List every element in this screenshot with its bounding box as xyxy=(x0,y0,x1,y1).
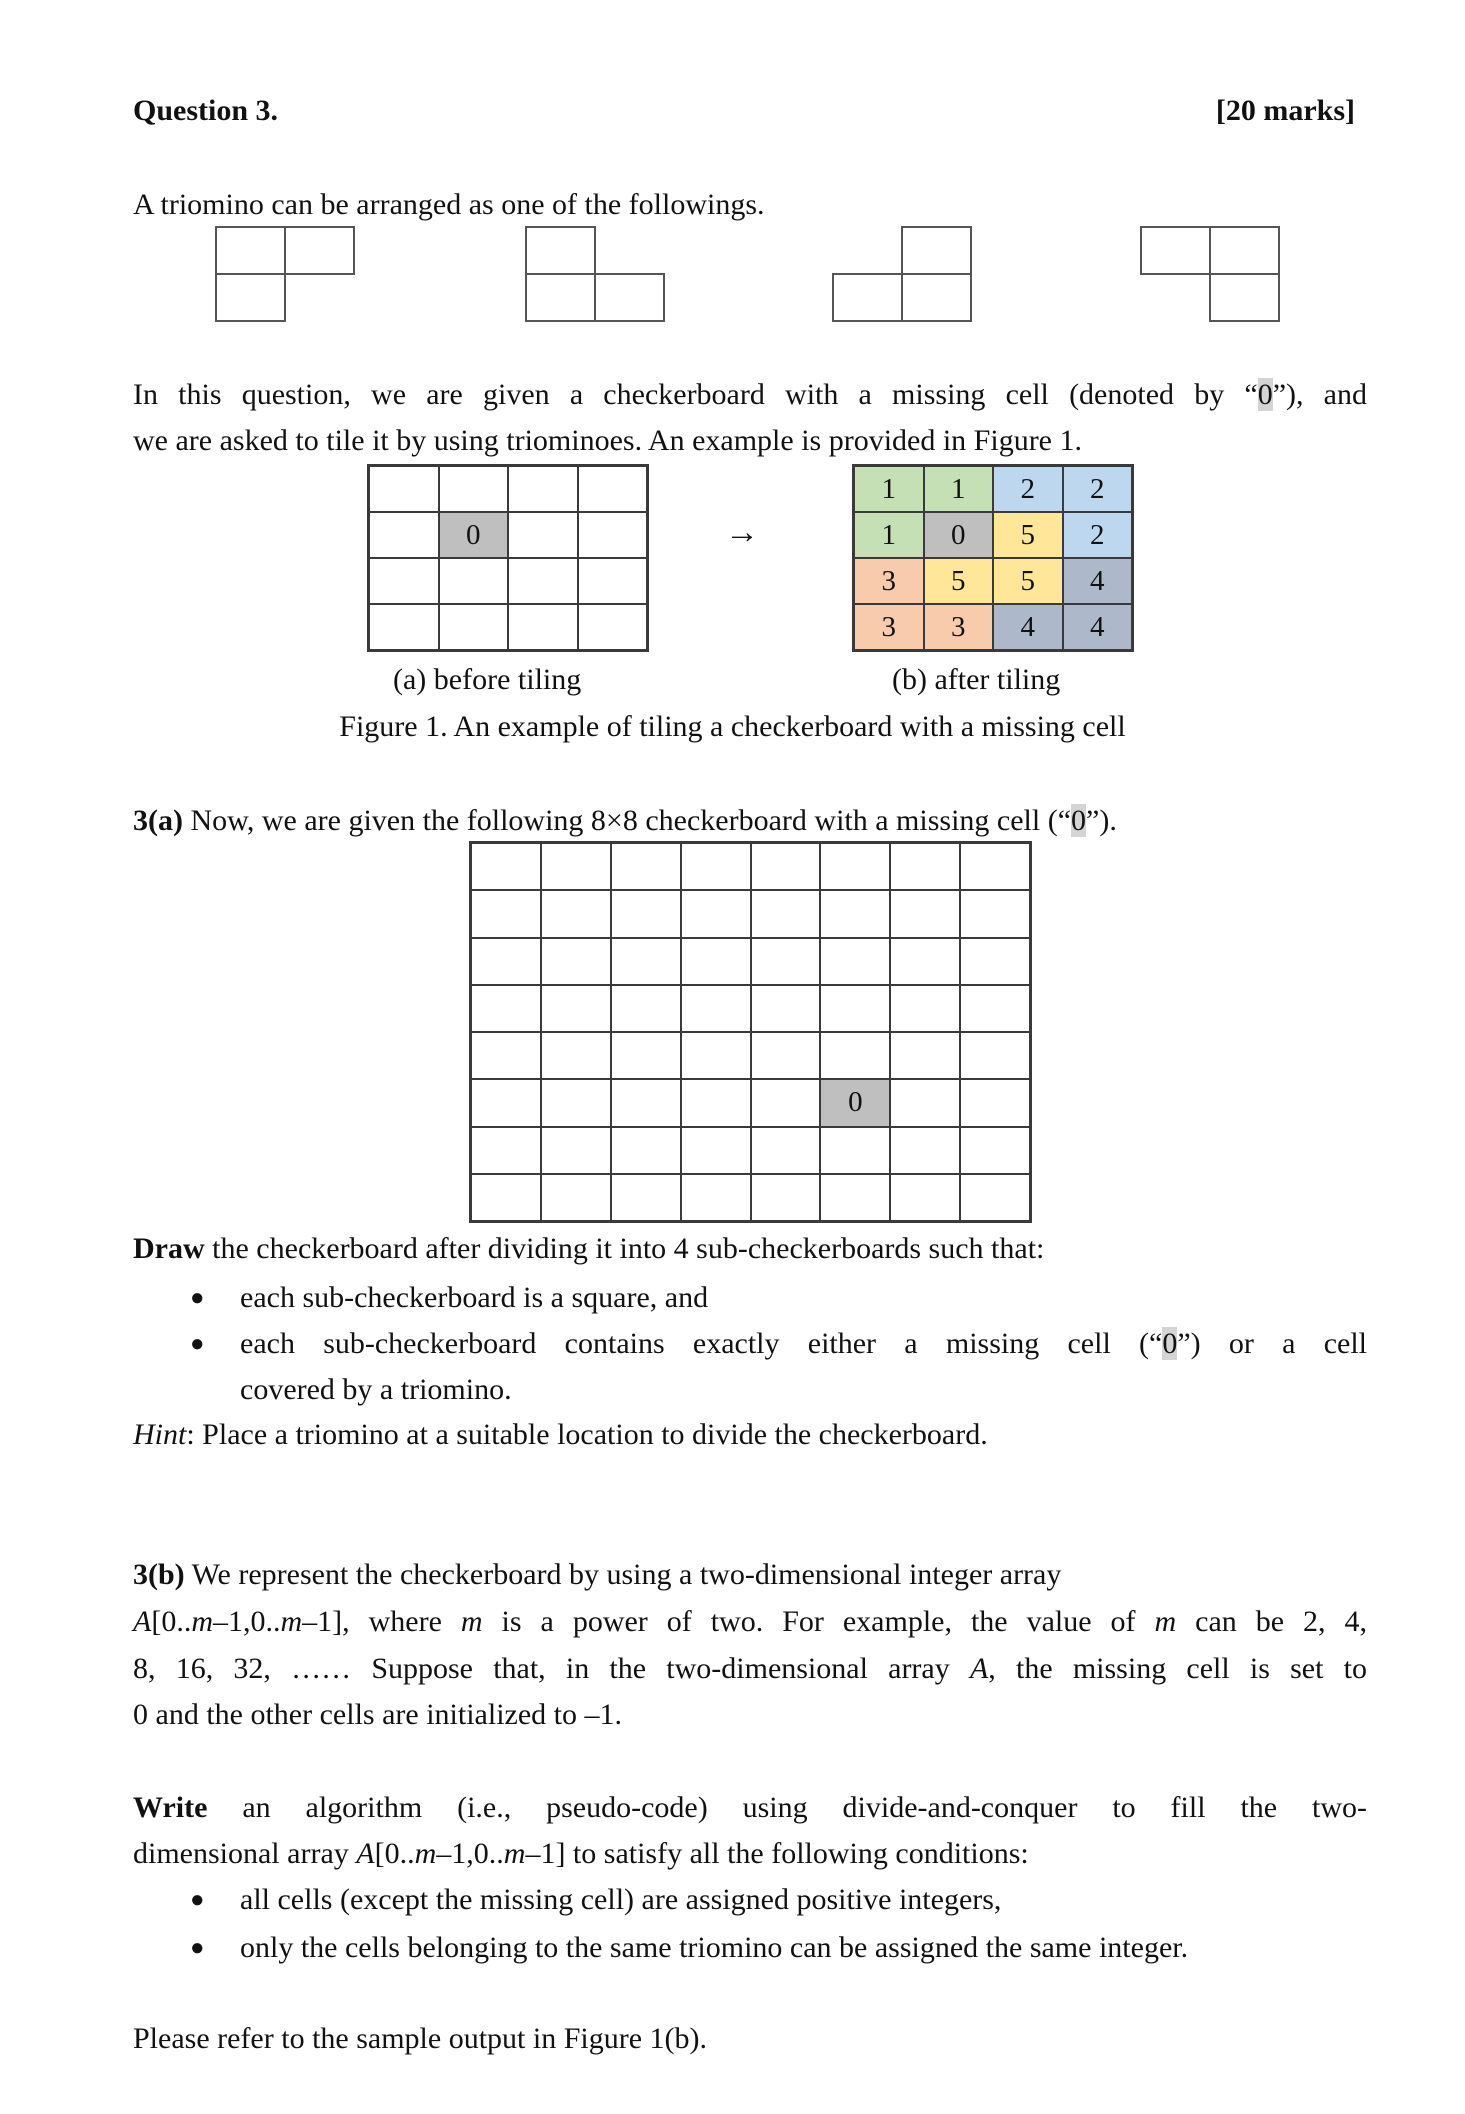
board-cell xyxy=(960,938,1030,985)
part-b-line: 8, 16, 32, …… Suppose that, in the two-dimensional array A, the missing cell is set to xyxy=(133,1652,1367,1685)
board-cell xyxy=(820,938,890,985)
board-cell xyxy=(578,558,648,604)
board-cell xyxy=(751,1079,821,1126)
figure-caption: Figure 1. An example of tiling a checkerboard with a missing cell xyxy=(339,710,1126,743)
write-instruction: Write an algorithm (i.e., pseudo-code) using divide-and-conquer to fill the two- xyxy=(133,1791,1367,1824)
board-cell xyxy=(471,890,541,937)
board-cell xyxy=(471,1079,541,1126)
board-cell xyxy=(611,1079,681,1126)
board-cell: 4 xyxy=(1063,558,1133,604)
board-cell xyxy=(439,604,509,650)
board-cell xyxy=(611,1174,681,1221)
board-cell xyxy=(471,938,541,985)
board-cell: 2 xyxy=(1063,512,1133,558)
board-cell xyxy=(508,558,578,604)
board-cell: 5 xyxy=(993,558,1063,604)
board-cell xyxy=(890,1127,960,1174)
board-cell xyxy=(681,890,751,937)
part-b-line: A[0..m–1,0..m–1], where m is a power of two. For example, the value of m can be 2, 4, xyxy=(133,1605,1367,1638)
paragraph-line: we are asked to tile it by using triominoes. An example is provided in Figure 1. xyxy=(133,424,1082,457)
board-cell xyxy=(471,843,541,890)
board-cell xyxy=(751,1127,821,1174)
draw-instruction: Draw the checkerboard after dividing it into 4 sub-checkerboards such that: xyxy=(133,1232,1045,1265)
board-cell xyxy=(508,604,578,650)
board-cell: 2 xyxy=(993,466,1063,512)
board-cell xyxy=(439,558,509,604)
board-cell xyxy=(611,843,681,890)
board-cell: 1 xyxy=(854,512,924,558)
board-cell xyxy=(611,1032,681,1079)
board-cell xyxy=(508,512,578,558)
board-cell xyxy=(471,985,541,1032)
bullet-text: each sub-checkerboard is a square, and xyxy=(240,1281,709,1314)
bullet-icon: ● xyxy=(190,1285,205,1311)
board-cell xyxy=(960,1079,1030,1126)
intro-text: A triomino can be arranged as one of the followings. xyxy=(133,188,765,221)
board-cell xyxy=(960,890,1030,937)
board-cell xyxy=(541,938,611,985)
board-cell xyxy=(541,843,611,890)
board-cell xyxy=(681,1079,751,1126)
paragraph-line: In this question, we are given a checkerboard with a missing cell (denoted by “0”), and xyxy=(133,378,1368,411)
bullet-text: all cells (except the missing cell) are assigned positive integers, xyxy=(240,1883,1002,1916)
board-cell xyxy=(541,1032,611,1079)
missing-cell: 0 xyxy=(924,512,994,558)
board-cell: 2 xyxy=(1063,466,1133,512)
board-cell xyxy=(578,512,648,558)
board-cell: 5 xyxy=(924,558,994,604)
board-cell xyxy=(890,1174,960,1221)
board-cell xyxy=(820,890,890,937)
board-cell xyxy=(820,1127,890,1174)
board-cell xyxy=(541,1127,611,1174)
question-title: Question 3. xyxy=(133,94,279,127)
board-cell xyxy=(369,466,439,512)
board-cell xyxy=(960,1127,1030,1174)
board-cell xyxy=(369,604,439,650)
caption-a: (a) before tiling xyxy=(393,663,582,696)
board-cell xyxy=(890,890,960,937)
board-cell xyxy=(751,938,821,985)
bullet-text-continued: covered by a triomino. xyxy=(240,1373,512,1406)
board-cell: 1 xyxy=(924,466,994,512)
hint: Hint: Place a triomino at a suitable location to divide the checkerboard. xyxy=(133,1418,988,1451)
board-cell xyxy=(890,1079,960,1126)
board-cell xyxy=(578,604,648,650)
board-cell xyxy=(681,985,751,1032)
board-cell xyxy=(508,466,578,512)
board-cell xyxy=(960,985,1030,1032)
bullet-text: only the cells belonging to the same triomino can be assigned the same integer. xyxy=(240,1931,1189,1964)
board-8x8 xyxy=(469,841,1032,1223)
board-cell xyxy=(820,1032,890,1079)
arrow-icon: → xyxy=(725,514,759,551)
board-cell xyxy=(960,843,1030,890)
board-cell xyxy=(541,985,611,1032)
board-cell xyxy=(890,1032,960,1079)
missing-cell-highlight: 0 xyxy=(1257,378,1273,411)
board-cell xyxy=(611,985,681,1032)
board-cell xyxy=(960,1032,1030,1079)
board-cell xyxy=(681,1174,751,1221)
board-cell: 4 xyxy=(993,604,1063,650)
board-cell xyxy=(471,1032,541,1079)
board-cell: 3 xyxy=(854,558,924,604)
missing-cell: 0 xyxy=(439,512,509,558)
board-cell xyxy=(611,1127,681,1174)
part-b-line: 3(b) We represent the checkerboard by using a two-dimensional integer array xyxy=(133,1558,1062,1591)
board-cell xyxy=(541,890,611,937)
board-cell xyxy=(820,843,890,890)
board-cell xyxy=(890,938,960,985)
board-before-tiling xyxy=(367,464,649,652)
board-cell xyxy=(890,985,960,1032)
bullet-text: each sub-checkerboard contains exactly either a missing cell (“0”) or a cell xyxy=(240,1327,1367,1360)
board-cell xyxy=(578,466,648,512)
board-cell: 5 xyxy=(993,512,1063,558)
board-cell xyxy=(369,512,439,558)
caption-b: (b) after tiling xyxy=(892,663,1061,696)
board-cell xyxy=(681,1032,751,1079)
board-cell xyxy=(541,1079,611,1126)
refer-text: Please refer to the sample output in Figure 1(b). xyxy=(133,2022,708,2055)
missing-cell: 0 xyxy=(820,1079,890,1126)
board-cell xyxy=(751,843,821,890)
board-cell xyxy=(751,985,821,1032)
board-cell xyxy=(890,843,960,890)
board-after-tiling xyxy=(852,464,1134,652)
board-cell xyxy=(820,985,890,1032)
part-b-line: 0 and the other cells are initialized to –1. xyxy=(133,1698,622,1731)
board-cell xyxy=(541,1174,611,1221)
bullet-icon: ● xyxy=(190,1887,205,1913)
bullet-icon: ● xyxy=(190,1331,205,1357)
board-cell xyxy=(681,843,751,890)
marks: [20 marks] xyxy=(1215,94,1355,127)
board-cell xyxy=(681,1127,751,1174)
board-cell xyxy=(960,1174,1030,1221)
board-cell xyxy=(751,1032,821,1079)
board-cell: 3 xyxy=(924,604,994,650)
board-cell xyxy=(751,1174,821,1221)
write-instruction-line2: dimensional array A[0..m–1,0..m–1] to satisfy all the following conditions: xyxy=(133,1837,1029,1870)
board-cell xyxy=(681,938,751,985)
board-cell xyxy=(611,890,681,937)
board-cell xyxy=(611,938,681,985)
board-cell xyxy=(751,890,821,937)
board-cell xyxy=(820,1174,890,1221)
board-cell xyxy=(439,466,509,512)
part-a-heading: 3(a) Now, we are given the following 8×8 checkerboard with a missing cell (“0”). xyxy=(133,804,1117,837)
board-cell: 3 xyxy=(854,604,924,650)
board-cell xyxy=(471,1174,541,1221)
bullet-icon: ● xyxy=(190,1935,205,1961)
board-cell xyxy=(369,558,439,604)
board-cell: 4 xyxy=(1063,604,1133,650)
board-cell xyxy=(471,1127,541,1174)
board-cell: 1 xyxy=(854,466,924,512)
